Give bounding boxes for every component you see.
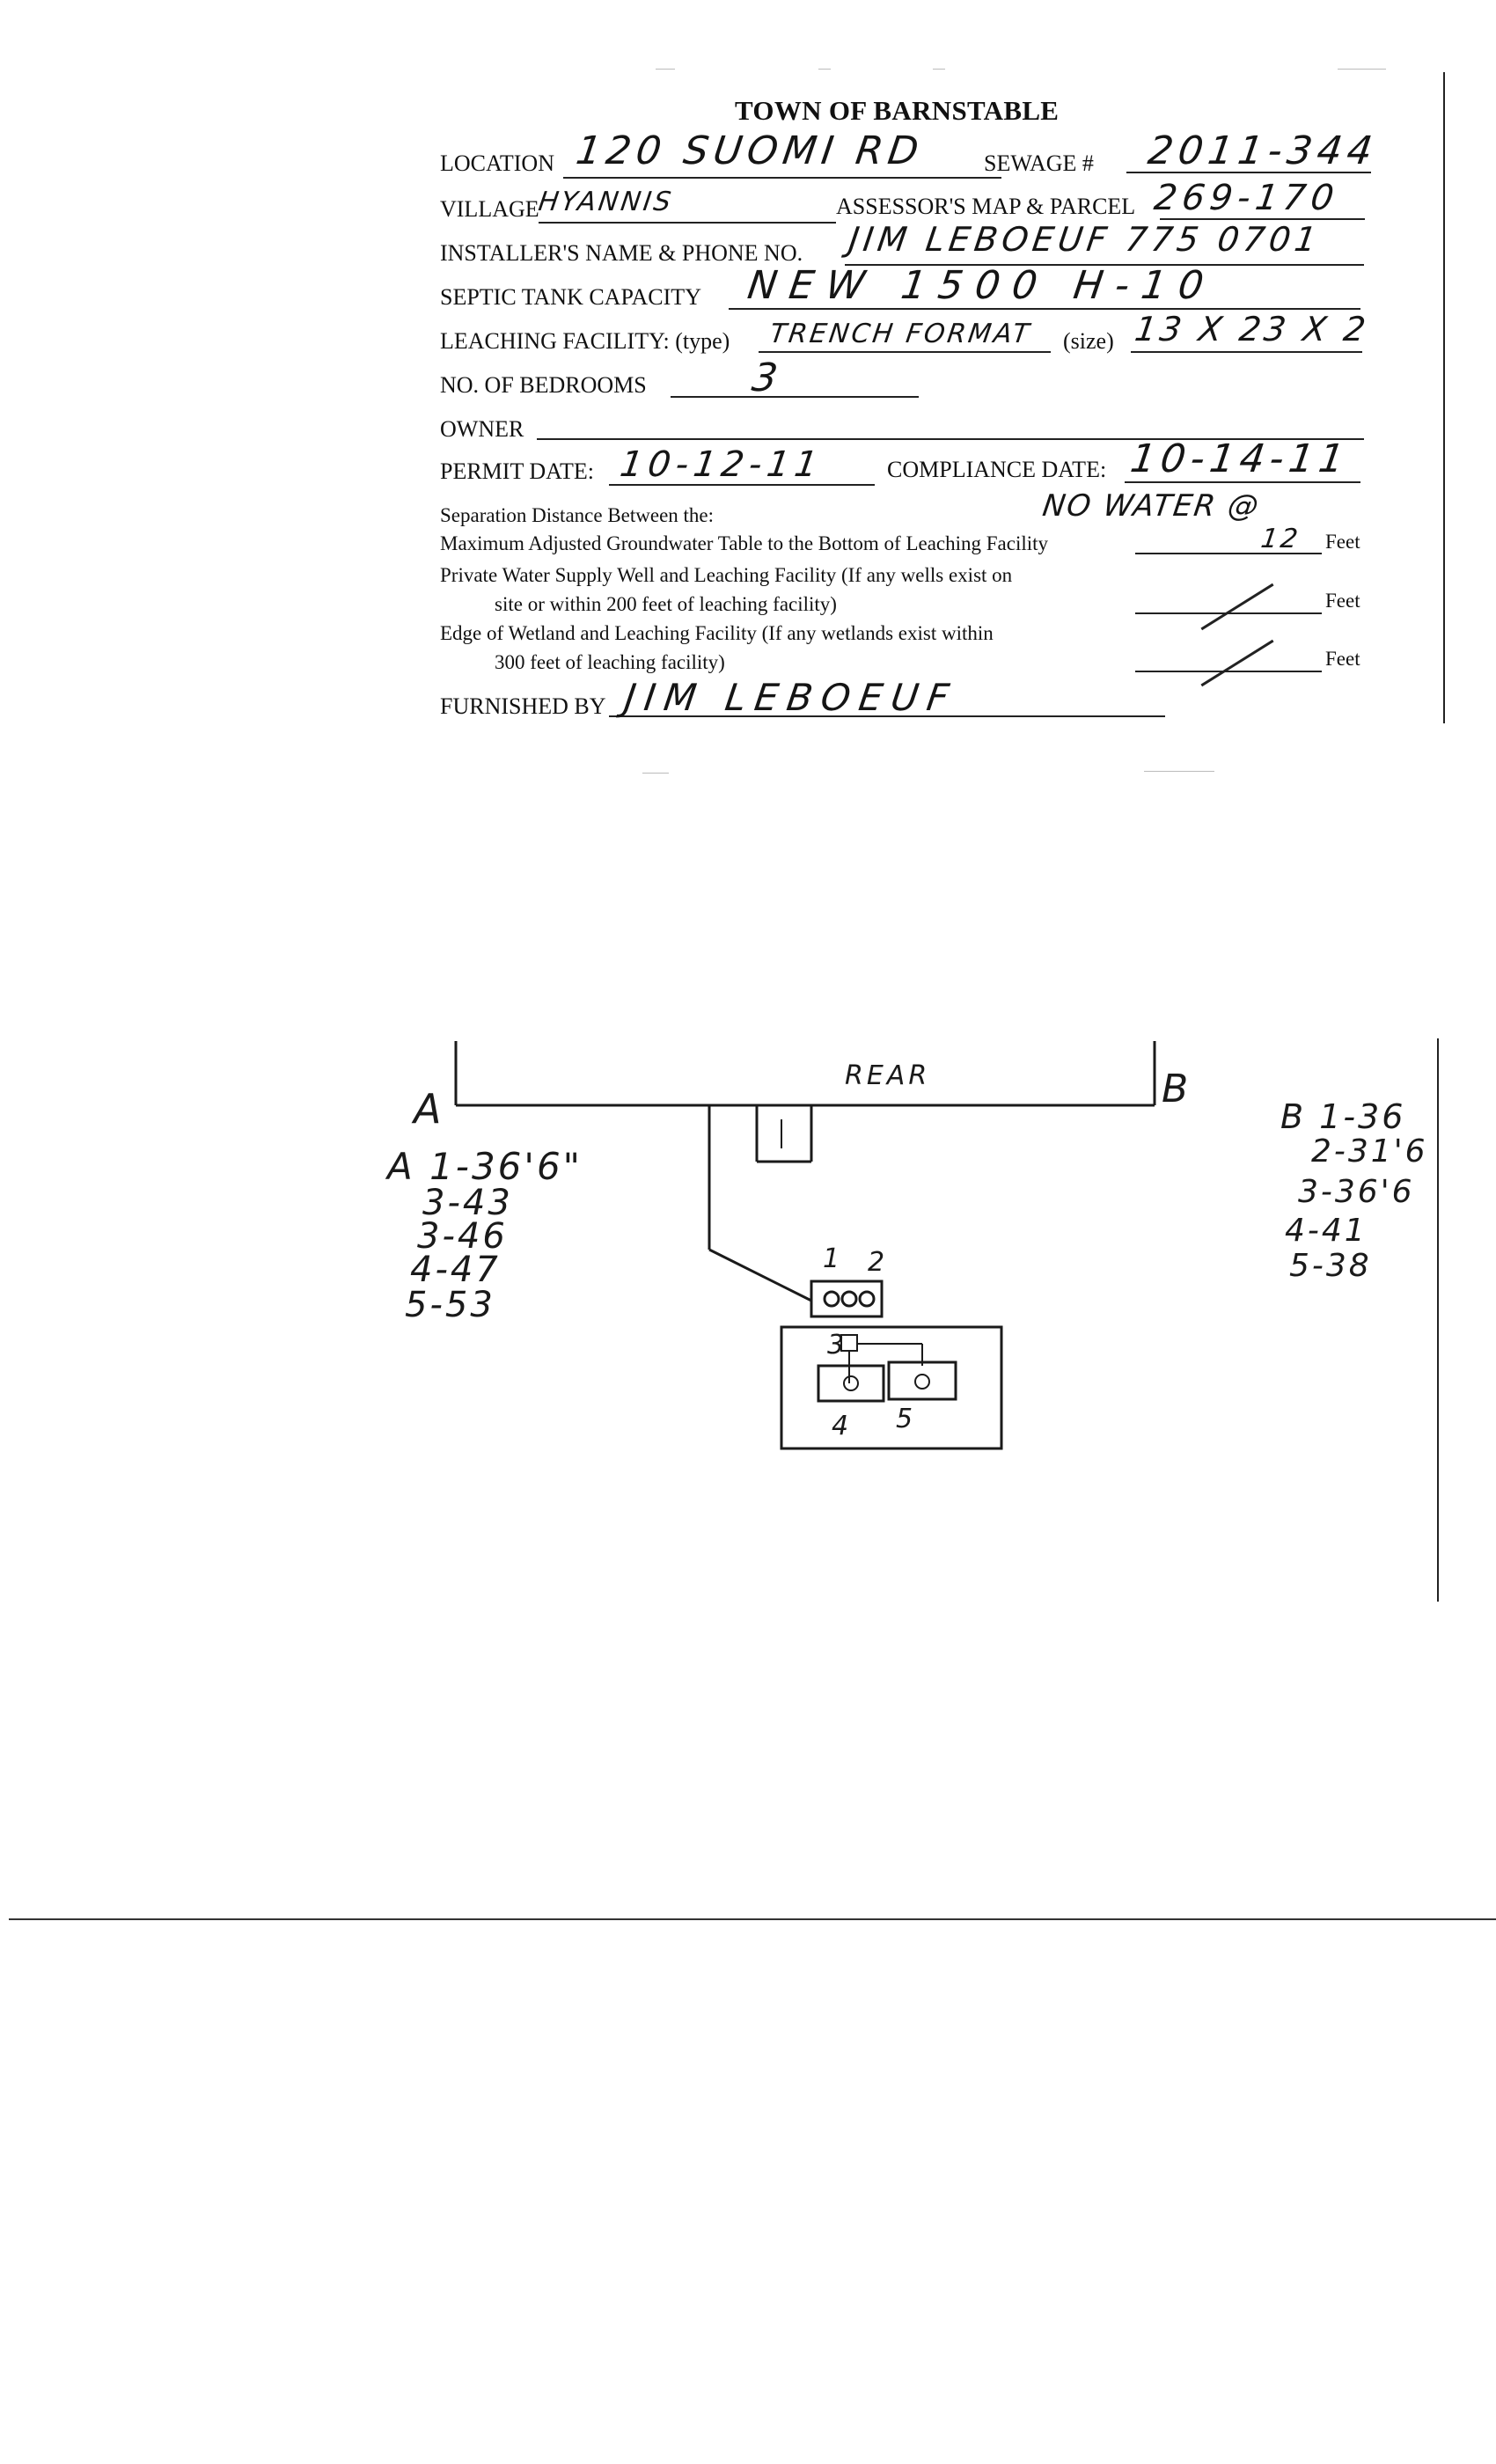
bedrooms-underline <box>671 396 919 398</box>
village-label: VILLAGE <box>440 196 539 222</box>
separation-heading: Separation Distance Between the: <box>440 504 715 526</box>
wetland-label-line2: 300 feet of leaching facility) <box>495 651 725 673</box>
permit-date-value: 10-12-11 <box>617 444 825 485</box>
wetland-slash-mark <box>1200 640 1273 686</box>
tie-b-1: B 1-36 <box>1280 1097 1406 1136</box>
tie-a-1: A 1-36'6" <box>387 1145 583 1188</box>
compliance-date-label: COMPLIANCE DATE: <box>887 457 1107 482</box>
sewage-value: 2011-344 <box>1145 128 1381 173</box>
scan-speck <box>1144 771 1214 772</box>
leaching-type-underline <box>759 351 1051 353</box>
sewer-line <box>709 1250 811 1301</box>
septic-tank <box>811 1281 882 1316</box>
site-sketch <box>0 1012 1496 1505</box>
furnished-by-label: FURNISHED BY <box>440 693 606 719</box>
village-underline <box>539 222 836 224</box>
trench-5 <box>889 1362 956 1399</box>
rear-label: REAR <box>845 1060 931 1091</box>
trench-4-port <box>844 1376 858 1390</box>
form-title: TOWN OF BARNSTABLE <box>735 95 1060 126</box>
point-a-label: A <box>414 1085 442 1133</box>
leaching-field <box>781 1327 1001 1448</box>
well-label-line2: site or within 200 feet of leaching facility) <box>495 593 837 615</box>
tie-b-5: 5-38 <box>1289 1248 1372 1284</box>
location-underline <box>563 177 1001 179</box>
scan-edge-line-top <box>1443 72 1445 723</box>
wetland-feet-label: Feet <box>1325 648 1360 670</box>
no-water-note: NO WATER @ <box>1040 488 1263 524</box>
tank-cover-3 <box>860 1292 874 1306</box>
scan-speck <box>642 773 669 774</box>
compliance-date-underline <box>1125 481 1360 483</box>
groundwater-feet-label: Feet <box>1325 531 1360 553</box>
groundwater-label: Maximum Adjusted Groundwater Table to the Bottom of Leaching Facility <box>440 532 1049 554</box>
leaching-size-value: 13 X 23 X 2 <box>1132 310 1372 348</box>
scan-speck <box>1338 69 1386 70</box>
leaching-size-label: (size) <box>1063 328 1114 354</box>
bedrooms-label: NO. OF BEDROOMS <box>440 372 647 398</box>
tie-a-4: 4-47 <box>410 1250 501 1290</box>
wetland-label-line1: Edge of Wetland and Leaching Facility (If any wetlands exist within <box>440 622 994 644</box>
tie-a-2: 3-43 <box>422 1183 513 1223</box>
tie-b-4: 4-41 <box>1285 1213 1368 1249</box>
scan-speck <box>933 69 945 70</box>
trench-4 <box>818 1366 884 1401</box>
scan-speck <box>656 69 675 70</box>
well-label-line1: Private Water Supply Well and Leaching Facility (If any wells exist on <box>440 564 1013 586</box>
village-value: HYANNIS <box>536 187 676 217</box>
leaching-label: LEACHING FACILITY: (type) <box>440 328 730 354</box>
marker-2: 2 <box>868 1247 885 1278</box>
groundwater-value: 12 <box>1258 524 1302 554</box>
tie-a-5: 5-53 <box>405 1285 495 1325</box>
installer-value: JIM LEBOEUF 775 0701 <box>846 220 1324 259</box>
sewage-label: SEWAGE # <box>984 150 1094 176</box>
tie-a-3: 3-46 <box>417 1216 508 1257</box>
trench-5-port <box>915 1375 929 1389</box>
owner-label: OWNER <box>440 416 524 442</box>
marker-4: 4 <box>832 1411 849 1441</box>
tank-cover-1 <box>825 1292 839 1306</box>
marker-3: 3 <box>827 1330 845 1360</box>
compliance-date-value: 10-14-11 <box>1127 436 1353 481</box>
tank-label: SEPTIC TANK CAPACITY <box>440 284 701 310</box>
page-bottom-rule <box>9 1918 1496 1920</box>
well-feet-label: Feet <box>1325 590 1360 612</box>
location-label: LOCATION <box>440 150 554 176</box>
installer-label: INSTALLER'S NAME & PHONE NO. <box>440 240 803 266</box>
permit-date-label: PERMIT DATE: <box>440 458 595 484</box>
leaching-type-value: TRENCH FORMAT <box>767 319 1034 349</box>
furnished-by-value: JIM LEBOEUF <box>621 676 961 719</box>
marker-1: 1 <box>823 1243 840 1274</box>
leaching-size-underline <box>1131 351 1362 353</box>
assessor-value: 269-170 <box>1151 178 1342 218</box>
location-value: 120 SUOMI RD <box>573 128 927 173</box>
wetland-underline <box>1135 671 1322 672</box>
tie-b-3: 3-36'6 <box>1298 1174 1415 1210</box>
marker-5: 5 <box>896 1404 913 1434</box>
bedrooms-value: 3 <box>749 356 786 400</box>
tank-cover-2 <box>842 1292 856 1306</box>
tank-value: NEW 1500 H-10 <box>744 263 1219 308</box>
scan-speck <box>818 69 831 70</box>
assessor-label: ASSESSOR'S MAP & PARCEL <box>836 194 1136 219</box>
well-slash-mark <box>1200 583 1273 630</box>
tie-b-2: 2-31'6 <box>1311 1133 1428 1170</box>
point-b-label: B <box>1162 1067 1189 1111</box>
